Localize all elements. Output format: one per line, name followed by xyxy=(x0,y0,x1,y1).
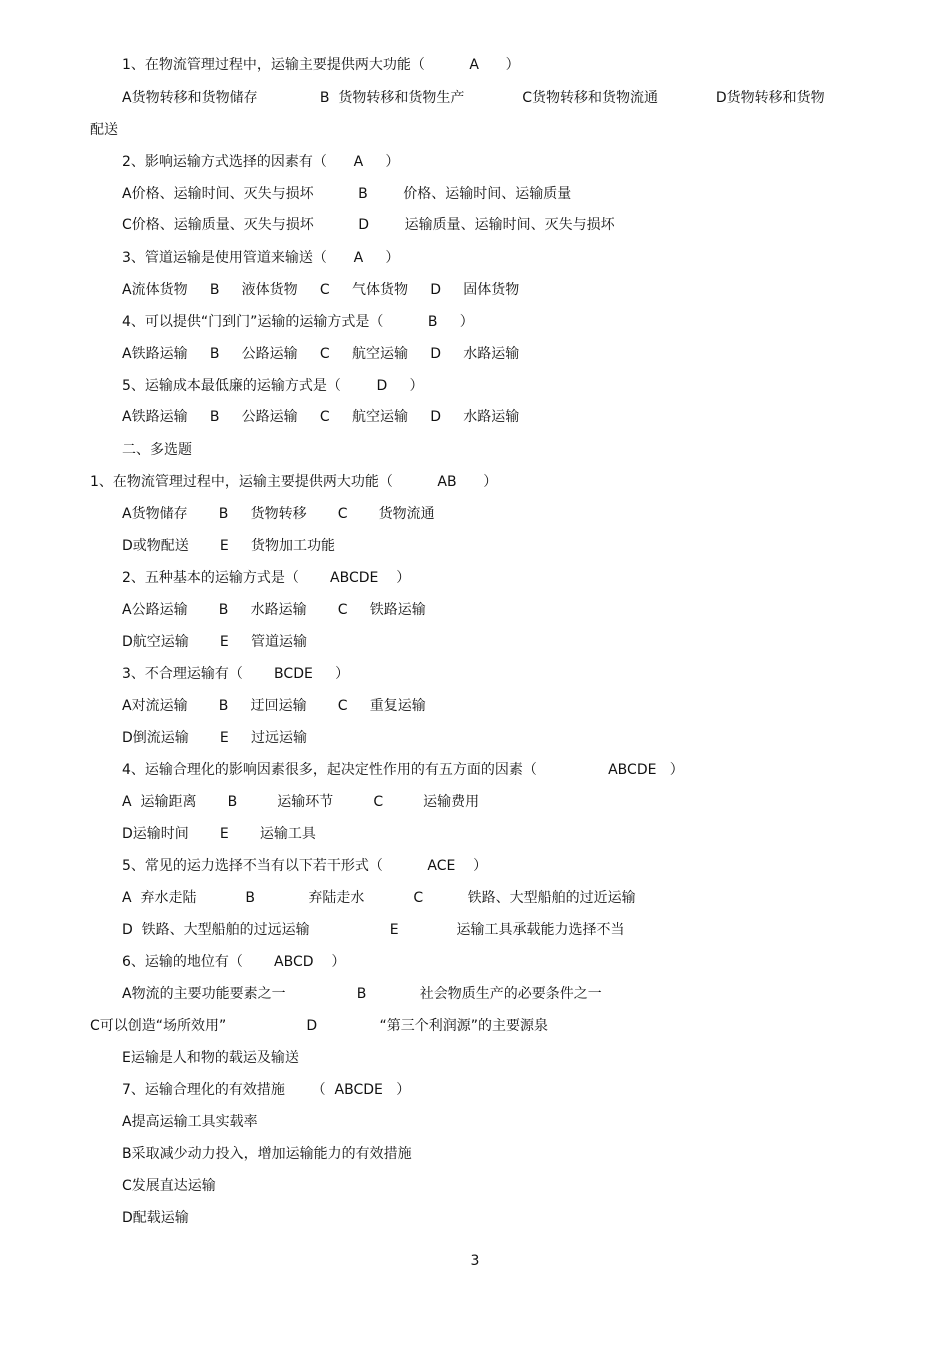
q3-multi-options-abc: A对流运输 B 迂回运输 C 重复运输 xyxy=(122,698,426,714)
q1-single-question: 1、在物流管理过程中，运输主要提供两大功能（ A ） xyxy=(122,57,520,73)
q5-multi-options-abc: A 弃水走陆 B 弃陆走水 C 铁路、大型船舶的过近运输 xyxy=(122,890,636,906)
q5-multi-options-de: D 铁路、大型船舶的过远运输 E 运输工具承载能力选择不当 xyxy=(122,922,625,938)
q3-single-question: 3、管道运输是使用管道来输送（ A ） xyxy=(122,250,400,266)
q1-multi-options-abc: A货物储存 B 货物转移 C 货物流通 xyxy=(122,506,435,522)
q1-single-options-wrap: 配送 xyxy=(90,122,118,138)
q6-multi-option-e: E运输是人和物的载运及输送 xyxy=(122,1050,299,1066)
q3-multi-options-de: D倒流运输 E 过远运输 xyxy=(122,730,308,746)
q7-multi-option-b: B采取减少动力投入，增加运输能力的有效措施 xyxy=(122,1146,412,1162)
q7-multi-option-a: A提高运输工具实载率 xyxy=(122,1114,258,1130)
q2-multi-question: 2、五种基本的运输方式是（ ABCDE ） xyxy=(122,570,411,586)
q1-single-options: A货物转移和货物储存 B 货物转移和货物生产 C货物转移和货物流通 D货物转移和货物 xyxy=(122,90,825,106)
q1-multi-options-de: D或物配送 E 货物加工功能 xyxy=(122,538,336,554)
q4-multi-question: 4、运输合理化的影响因素很多，起决定性作用的有五方面的因素（ ABCDE ） xyxy=(122,762,684,778)
q6-multi-question: 6、运输的地位有（ ABCD ） xyxy=(122,954,346,970)
page-number: 3 xyxy=(470,1253,480,1269)
q2-single-options-ab: A价格、运输时间、灭失与损坏 B 价格、运输时间、运输质量 xyxy=(122,186,572,202)
q3-multi-question: 3、不合理运输有（ BCDE ） xyxy=(122,666,350,682)
q3-single-options: A流体货物 B 液体货物 C 气体货物 D 固体货物 xyxy=(122,282,520,298)
q4-single-options: A铁路运输 B 公路运输 C 航空运输 D 水路运输 xyxy=(122,346,520,362)
q5-multi-question: 5、常见的运力选择不当有以下若干形式（ ACE ） xyxy=(122,858,488,874)
q4-single-question: 4、可以提供“门到门”运输的运输方式是（ B ） xyxy=(122,314,474,330)
q2-single-options-cd: C价格、运输质量、灭失与损坏 D 运输质量、运输时间、灭失与损坏 xyxy=(122,217,615,233)
q2-multi-options-de: D航空运输 E 管道运输 xyxy=(122,634,308,650)
q5-single-question: 5、运输成本最低廉的运输方式是（ D ） xyxy=(122,378,424,394)
q7-multi-option-d: D配载运输 xyxy=(122,1210,189,1226)
q4-multi-options-de: D运输时间 E 运输工具 xyxy=(122,826,316,842)
q4-multi-options-abc: A 运输距离 B 运输环节 C 运输费用 xyxy=(122,794,480,810)
q2-multi-options-abc: A公路运输 B 水路运输 C 铁路运输 xyxy=(122,602,426,618)
q6-multi-options-ab: A物流的主要功能要素之一 B 社会物质生产的必要条件之一 xyxy=(122,986,602,1002)
q2-single-question: 2、影响运输方式选择的因素有（ A ） xyxy=(122,154,400,170)
q5-single-options: A铁路运输 B 公路运输 C 航空运输 D 水路运输 xyxy=(122,409,520,425)
q6-multi-options-cd: C可以创造“场所效用” D “第三个利润源”的主要源泉 xyxy=(90,1018,548,1034)
q1-multi-question: 1、在物流管理过程中，运输主要提供两大功能（ AB ） xyxy=(90,474,498,490)
q7-multi-option-c: C发展直达运输 xyxy=(122,1178,216,1194)
q7-multi-question: 7、运输合理化的有效措施 （ ABCDE ） xyxy=(122,1082,411,1098)
section-heading-multi: 二、多选题 xyxy=(122,442,192,458)
